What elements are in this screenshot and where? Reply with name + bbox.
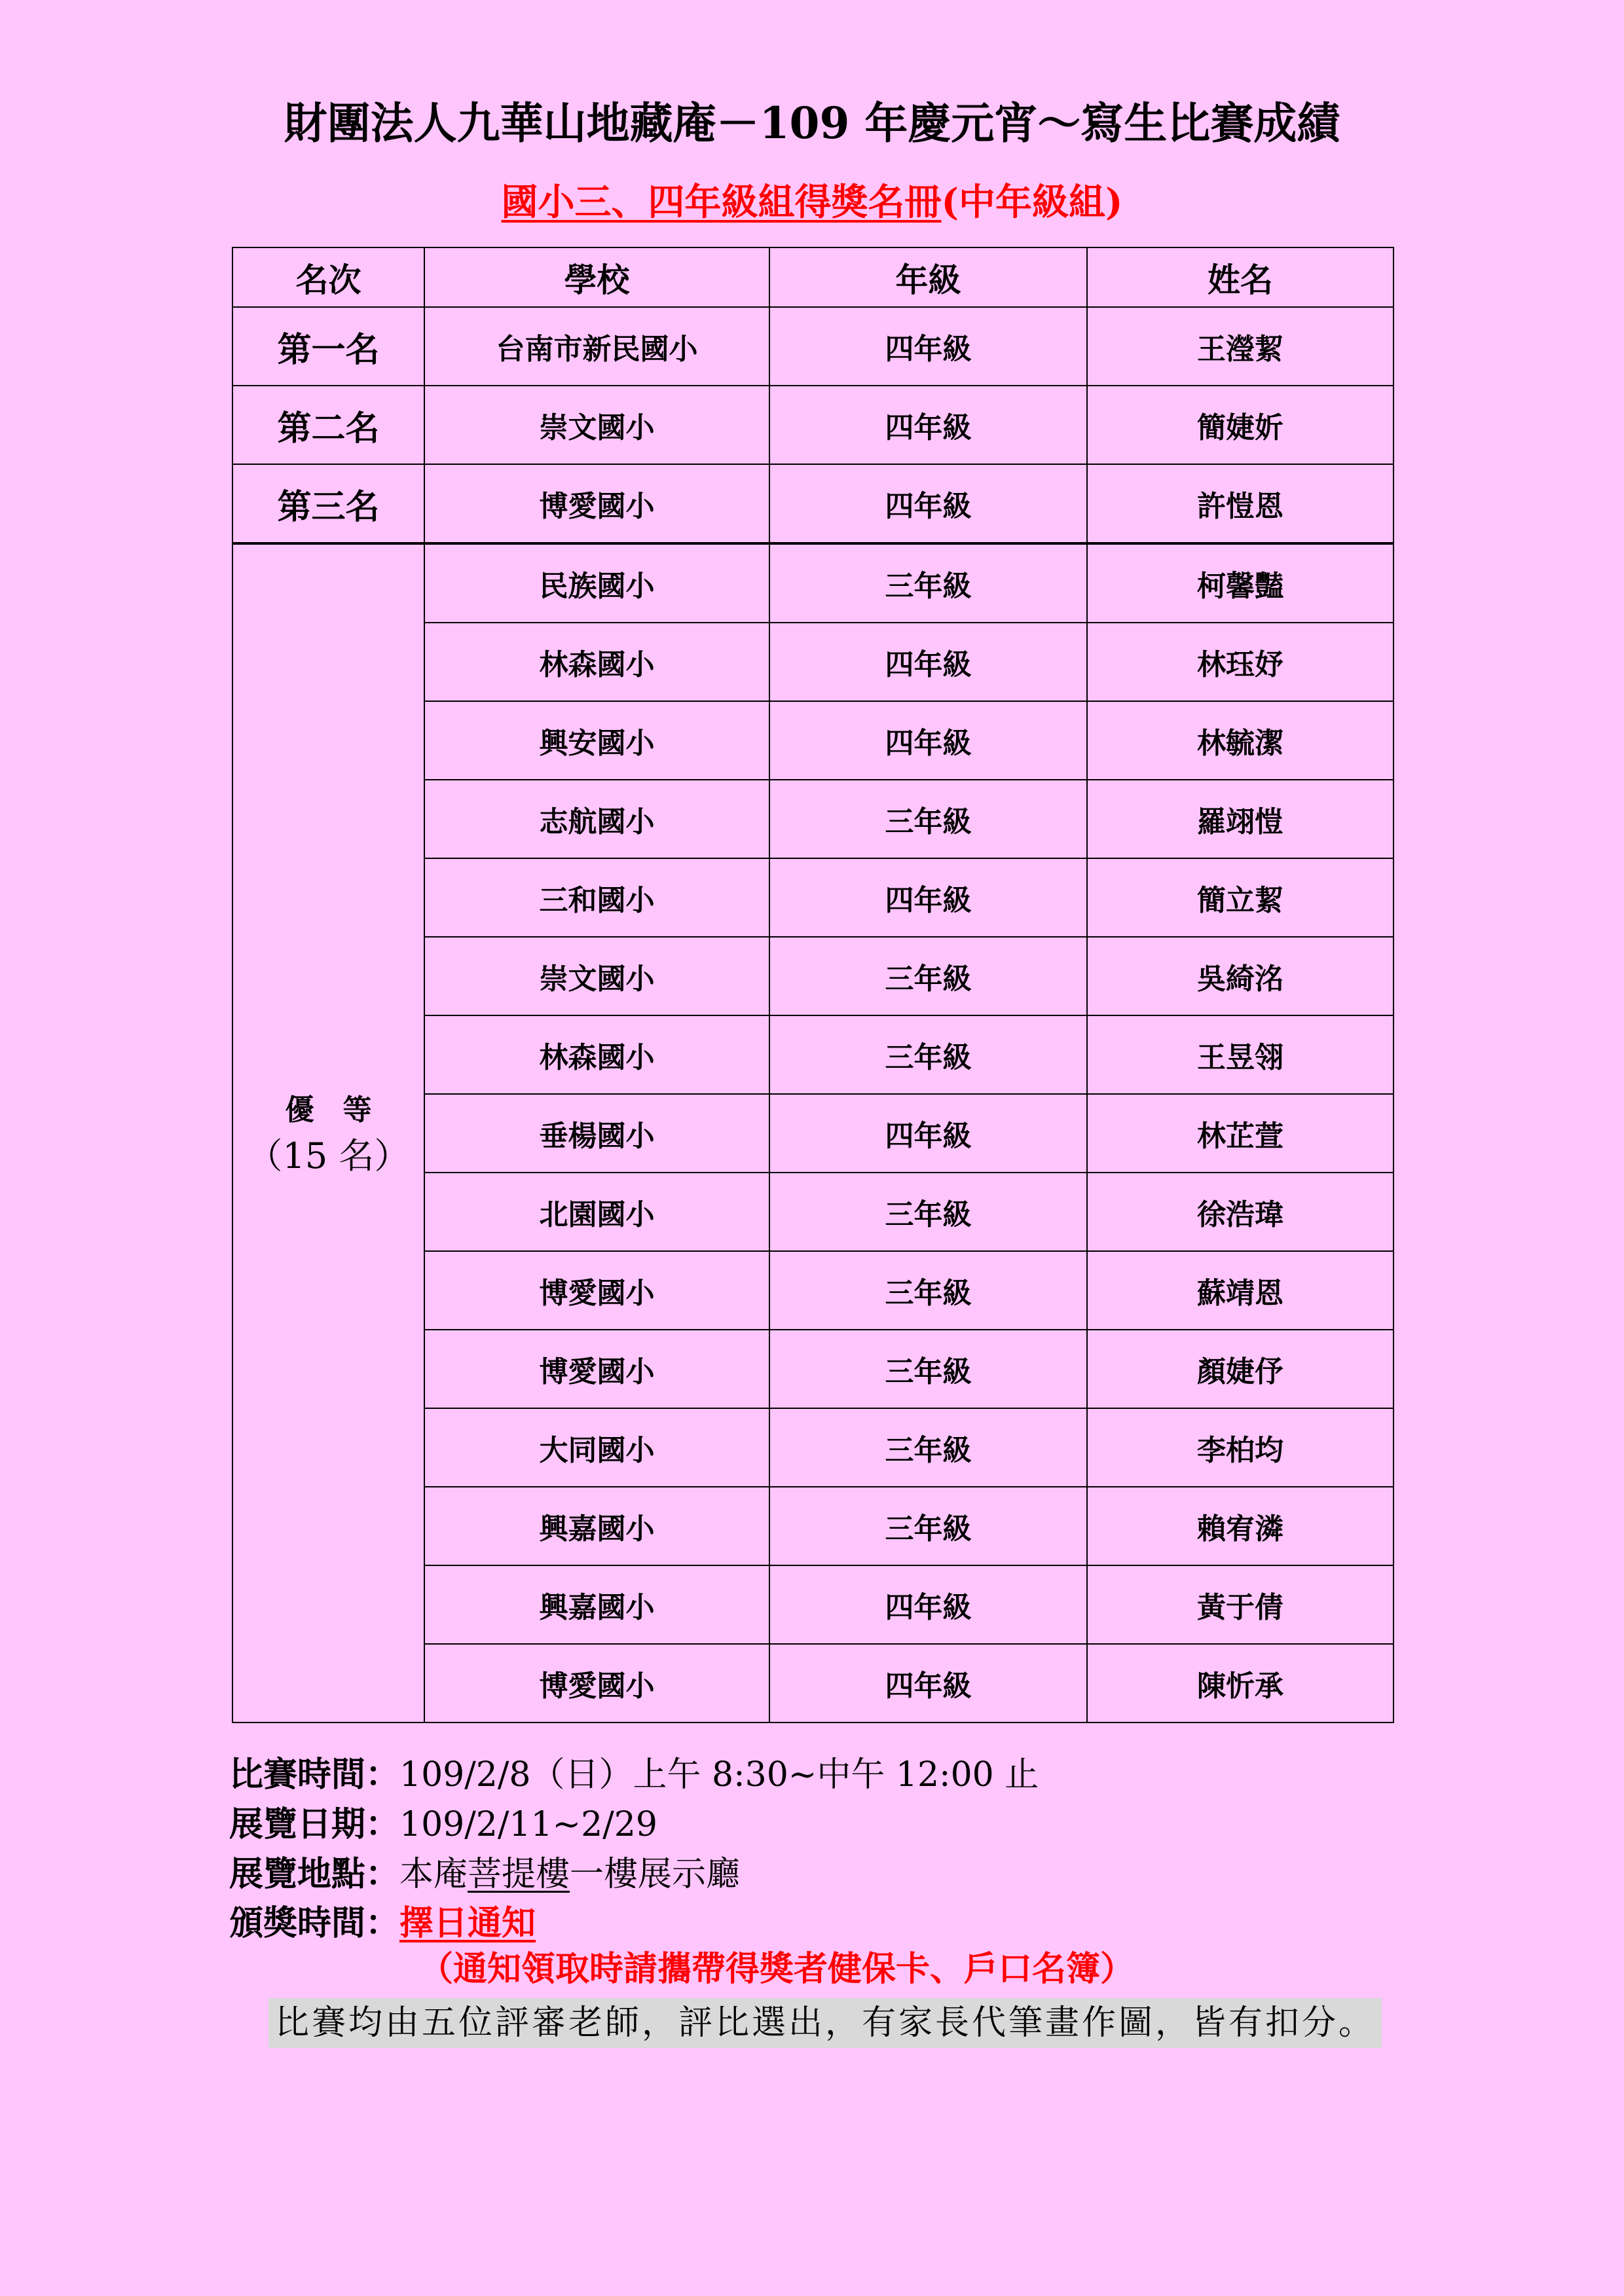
grade-cell: 三年級 (769, 1487, 1087, 1565)
exhibition-date-value: 109/2/11~2/29 (399, 1805, 657, 1844)
subtitle-group: (中年級組) (941, 181, 1123, 224)
exhibition-date-label: 展覽日期： (229, 1804, 400, 1844)
name-cell: 顏婕伃 (1087, 1330, 1393, 1408)
award-time-value: 擇日通知 (399, 1903, 536, 1943)
name-cell: 簡婕妡 (1087, 386, 1393, 464)
competition-time (229, 1750, 1039, 1800)
competition-time-label: 比賽時間： (229, 1755, 400, 1795)
rank-cell: 第二名 (232, 386, 424, 464)
school-cell: 博愛國小 (424, 1251, 769, 1330)
name-cell: 林珏妤 (1087, 623, 1393, 701)
exhibition-place-pre: 本庵 (399, 1855, 468, 1894)
name-cell: 陳忻承 (1087, 1644, 1393, 1722)
header-school: 學校 (424, 247, 769, 307)
school-cell: 北園國小 (424, 1173, 769, 1251)
school-cell: 興嘉國小 (424, 1487, 769, 1565)
award-time-label: 頒獎時間： (229, 1903, 400, 1943)
grade-cell: 四年級 (769, 623, 1087, 701)
header-rank: 名次 (232, 247, 424, 307)
name-cell: 賴宥潾 (1087, 1487, 1393, 1565)
judging-remark: 比賽均由五位評審老師，評比選出，有家長代筆畫作圖，皆有扣分。 (268, 1998, 1382, 2048)
header-grade: 年級 (769, 247, 1087, 307)
grade-cell: 三年級 (769, 1408, 1087, 1487)
name-cell: 簡立絜 (1087, 858, 1393, 937)
page-subtitle (0, 175, 1624, 229)
grade-cell: 四年級 (769, 1565, 1087, 1644)
grade-cell: 三年級 (769, 543, 1087, 623)
header-name: 姓名 (1087, 247, 1393, 307)
grade-cell: 三年級 (769, 937, 1087, 1015)
school-cell: 崇文國小 (424, 937, 769, 1015)
table-row (232, 386, 1393, 464)
page-title: 財團法人九華山地藏庵－109 年慶元宵～寫生比賽成績 (284, 98, 1340, 149)
grade-cell: 三年級 (769, 780, 1087, 858)
grade-cell: 三年級 (769, 1330, 1087, 1408)
school-cell: 大同國小 (424, 1408, 769, 1487)
school-cell: 林森國小 (424, 623, 769, 701)
school-cell: 博愛國小 (424, 1644, 769, 1722)
honor-label: 優 等 (285, 1093, 372, 1127)
school-cell: 興嘉國小 (424, 1565, 769, 1644)
exhibition-place-label: 展覽地點： (229, 1854, 400, 1894)
table-row (232, 464, 1393, 543)
table-header-row (232, 247, 1393, 307)
grade-cell: 四年級 (769, 858, 1087, 937)
school-cell: 林森國小 (424, 1015, 769, 1094)
name-cell: 王昱翎 (1087, 1015, 1393, 1094)
name-cell: 羅翊愷 (1087, 780, 1393, 858)
table-row (232, 307, 1393, 386)
exhibition-place-building: 菩提樓 (468, 1855, 570, 1894)
school-cell: 博愛國小 (424, 464, 769, 543)
name-cell: 柯馨豔 (1087, 543, 1393, 623)
name-cell: 許愷恩 (1087, 464, 1393, 543)
grade-cell: 四年級 (769, 464, 1087, 543)
school-cell: 台南市新民國小 (424, 307, 769, 386)
school-cell: 志航國小 (424, 780, 769, 858)
grade-cell: 四年級 (769, 701, 1087, 780)
exhibition-place-post: 一樓展示廳 (570, 1855, 741, 1894)
school-cell: 三和國小 (424, 858, 769, 937)
table-row (232, 543, 1393, 623)
rank-cell: 第一名 (232, 307, 424, 386)
name-cell: 林芷萱 (1087, 1094, 1393, 1173)
grade-cell: 四年級 (769, 386, 1087, 464)
honor-count: （15 名） (247, 1135, 410, 1176)
subtitle-main: 國小三、四年級組得獎名冊 (501, 181, 942, 224)
grade-cell: 三年級 (769, 1251, 1087, 1330)
grade-cell: 三年級 (769, 1173, 1087, 1251)
school-cell: 興安國小 (424, 701, 769, 780)
awards-table (232, 247, 1394, 1723)
exhibition-date (229, 1800, 657, 1850)
honor-rank-cell (232, 543, 424, 1722)
school-cell: 博愛國小 (424, 1330, 769, 1408)
exhibition-place (229, 1850, 740, 1899)
school-cell: 垂楊國小 (424, 1094, 769, 1173)
collection-notice: （通知領取時請攜帶得獎者健保卡、戶口名簿） (419, 1949, 1135, 1989)
name-cell: 黃于倩 (1087, 1565, 1393, 1644)
name-cell: 蘇靖恩 (1087, 1251, 1393, 1330)
award-time (229, 1899, 536, 1948)
grade-cell: 四年級 (769, 307, 1087, 386)
competition-time-value: 109/2/8（日）上午 8:30~中午 12:00 止 (399, 1755, 1039, 1795)
name-cell: 徐浩瑋 (1087, 1173, 1393, 1251)
name-cell: 李柏均 (1087, 1408, 1393, 1487)
grade-cell: 三年級 (769, 1015, 1087, 1094)
grade-cell: 四年級 (769, 1094, 1087, 1173)
name-cell: 林毓潔 (1087, 701, 1393, 780)
name-cell: 王瀅絜 (1087, 307, 1393, 386)
school-cell: 民族國小 (424, 543, 769, 623)
grade-cell: 四年級 (769, 1644, 1087, 1722)
name-cell: 吳綺洺 (1087, 937, 1393, 1015)
school-cell: 崇文國小 (424, 386, 769, 464)
rank-cell: 第三名 (232, 464, 424, 543)
